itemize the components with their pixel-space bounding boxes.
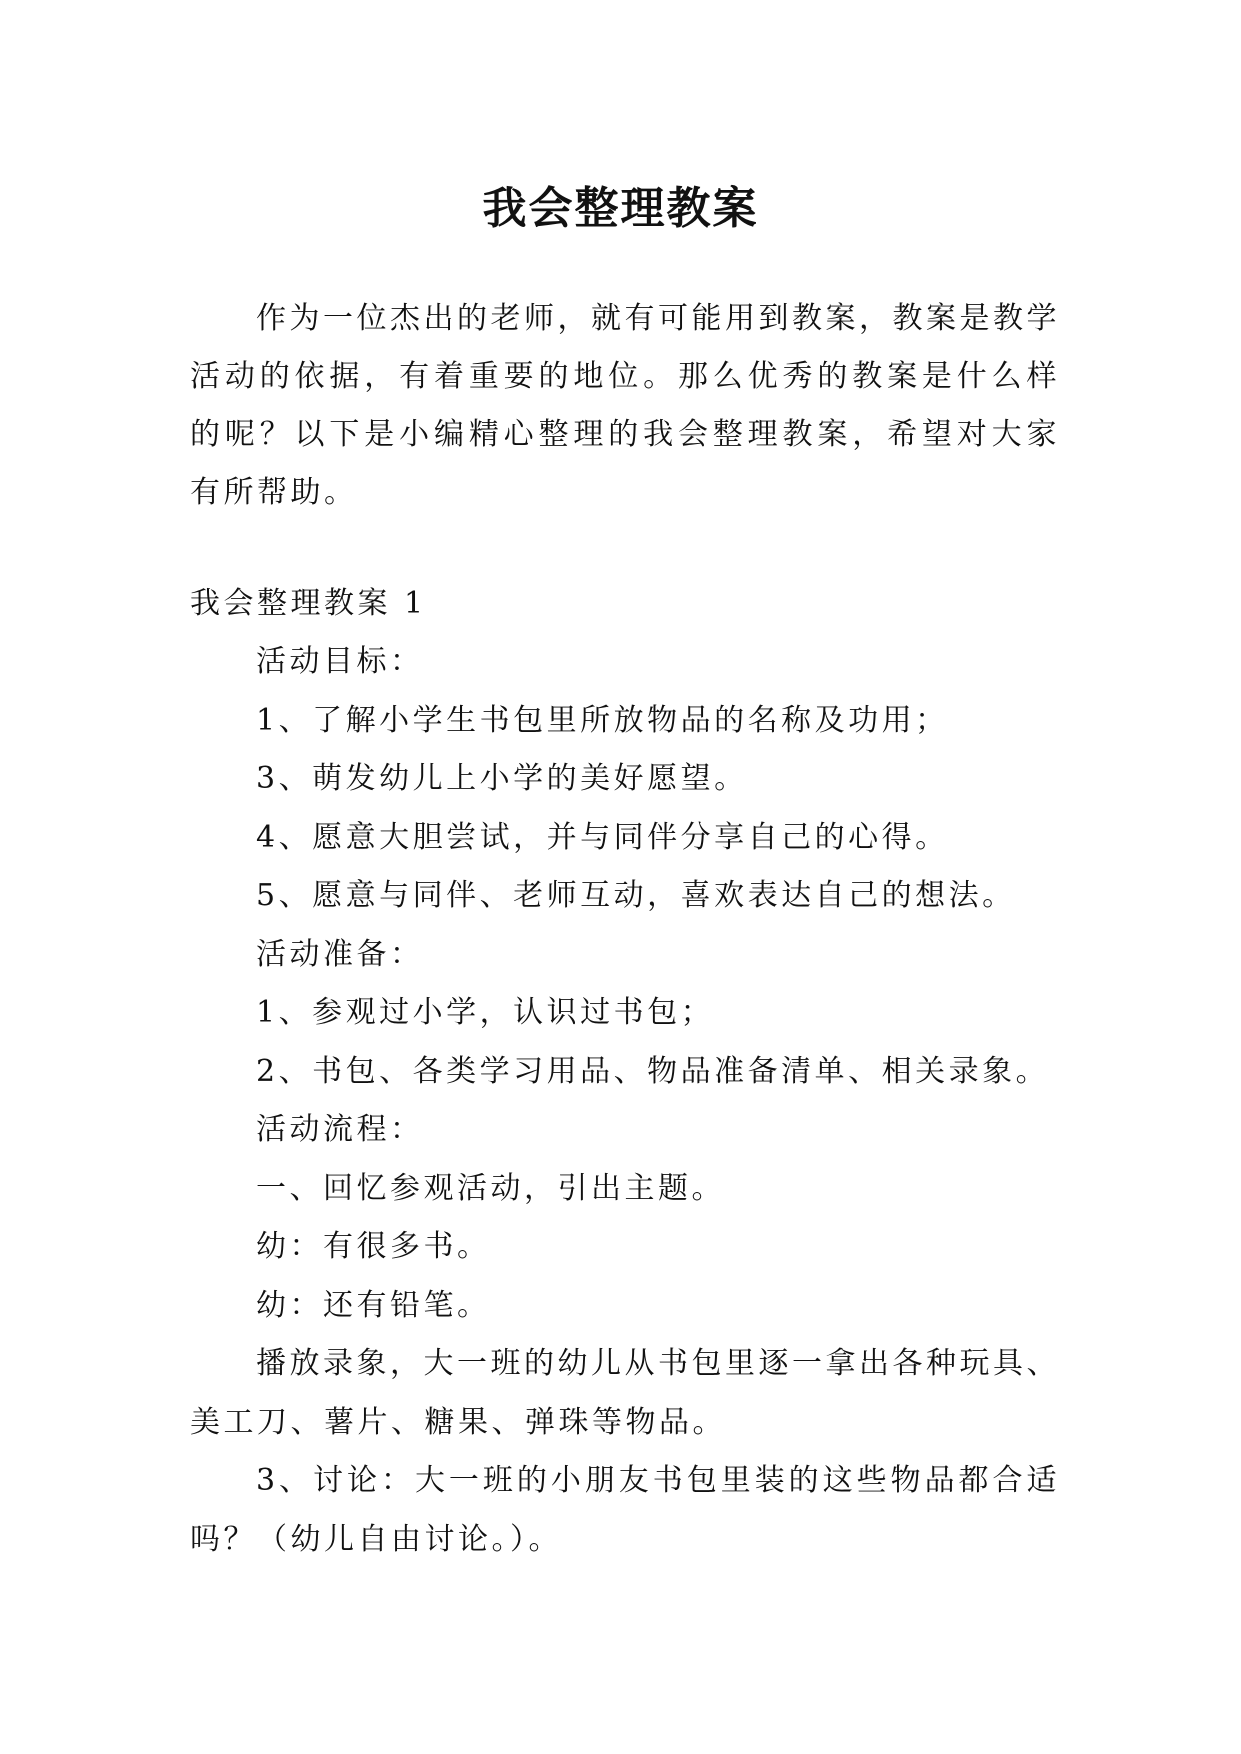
body-line-activity-prep: 活动准备： bbox=[256, 936, 424, 972]
intro-paragraph: 作为一位杰出的老师，就有可能用到教案，教案是教学活动的依据，有着重要的地位。那么优秀的教案是什么样的呢？以下是小编精心整理的我会整理教案，希望对大家有所帮助。 bbox=[190, 301, 1060, 510]
body-line: 1、了解小学生书包里所放物品的名称及功用； bbox=[256, 702, 949, 738]
video-paragraph: 播放录象，大一班的幼儿从书包里逐一拿出各种玩具、美工刀、薯片、糖果、弹珠等物品。 bbox=[190, 1346, 1060, 1440]
body-line-activity-goals: 活动目标： bbox=[256, 644, 424, 679]
body-line: 5、愿意与同伴、老师互动，喜欢表达自己的想法。 bbox=[256, 878, 1016, 913]
body-line-activity-flow: 活动流程： bbox=[256, 1112, 424, 1147]
body-line: 幼：还有铅笔。 bbox=[256, 1287, 491, 1323]
discussion-paragraph: 3、讨论：大一班的小朋友书包里装的这些物品都合适吗？（幼儿自由讨论。）。 bbox=[190, 1463, 1060, 1557]
body-line: 2、书包、各类学习用品、物品准备清单、相关录象。 bbox=[256, 1053, 1050, 1089]
document-title: 我会整理教案 bbox=[482, 183, 759, 235]
body-line: 1、参观过小学，认识过书包； bbox=[256, 995, 715, 1030]
lesson-body bbox=[190, 633, 1090, 1569]
body-line: 幼：有很多书。 bbox=[256, 1229, 491, 1264]
body-line: 一、回忆参观活动，引出主题。 bbox=[256, 1170, 725, 1206]
body-line: 4、愿意大胆尝试，并与同伴分享自己的心得。 bbox=[256, 819, 949, 855]
body-line: 3、萌发幼儿上小学的美好愿望。 bbox=[256, 761, 748, 796]
section-heading: 我会整理教案 1 bbox=[190, 586, 427, 621]
